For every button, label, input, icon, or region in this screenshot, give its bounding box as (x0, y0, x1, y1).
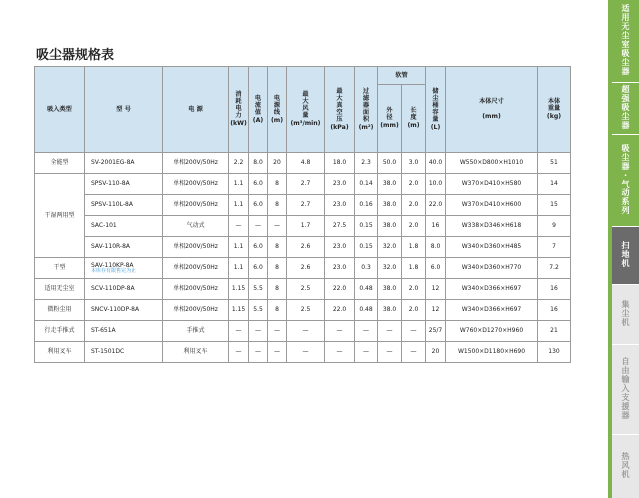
cell-type: 微粉尘用 (35, 300, 85, 321)
cell-a: — (249, 216, 268, 237)
table-row (35, 237, 571, 258)
cell-cap: 10.0 (426, 174, 446, 195)
cell-dim: W370×D410×H600 (446, 195, 538, 216)
table-header (35, 67, 571, 153)
header-model: 型 号 (85, 67, 163, 153)
cell-kg: 7 (538, 237, 571, 258)
cell-len: 2.0 (402, 300, 426, 321)
cell-len: — (402, 342, 426, 363)
cell-kpa: 27.5 (325, 216, 355, 237)
cell-len: 1.8 (402, 258, 426, 279)
cell-m2: 0.3 (355, 258, 378, 279)
cell-kg: 21 (538, 321, 571, 342)
cell-dia: — (378, 321, 402, 342)
header-filter: 过滤器面积 (m²) (355, 67, 378, 153)
table-row (35, 279, 571, 300)
page-title: 吸尘器规格表 (36, 48, 115, 63)
header-vacuum: 最大真空压 (kPa) (325, 67, 355, 153)
cell-m: 8 (268, 258, 287, 279)
cell-m2: 0.16 (355, 195, 378, 216)
category-sidebar (612, 0, 639, 498)
cell-cap: 8.0 (426, 237, 446, 258)
cell-type: 干湿两用型 (35, 174, 85, 258)
cell-kpa: 22.0 (325, 300, 355, 321)
cell-model: SAC-101 (85, 216, 163, 237)
table-row (35, 300, 571, 321)
cell-power: 单相200V/50Hz (163, 279, 229, 300)
cell-m2: 0.14 (355, 174, 378, 195)
cell-dim: W340×D360×H485 (446, 237, 538, 258)
cell-m: — (268, 321, 287, 342)
header-capacity: 储尘桶容量 (L) (426, 67, 446, 153)
cell-m2: 2.3 (355, 153, 378, 174)
cell-len: 2.0 (402, 195, 426, 216)
cell-power: 单相200V/50Hz (163, 258, 229, 279)
cell-type: 适用无尘室 (35, 279, 85, 300)
tab-super-vacuum[interactable]: 超强吸尘器 (612, 82, 639, 134)
cell-m: 8 (268, 279, 287, 300)
cell-type: 全能型 (35, 153, 85, 174)
cell-a: — (249, 342, 268, 363)
cell-flow: 2.5 (287, 279, 325, 300)
cell-cap: 16 (426, 216, 446, 237)
tab-sweeper[interactable]: 扫地机 (612, 226, 639, 284)
cell-m2: 0.48 (355, 300, 378, 321)
cell-cap: 22.0 (426, 195, 446, 216)
cell-dia: 38.0 (378, 279, 402, 300)
cell-dim: W550×D800×H1010 (446, 153, 538, 174)
cell-flow: 2.7 (287, 174, 325, 195)
cell-type: 行走手推式 (35, 321, 85, 342)
table-body (35, 153, 571, 363)
cell-kw: 1.1 (229, 174, 249, 195)
cell-dia: 50.0 (378, 153, 402, 174)
cell-kw: 1.15 (229, 279, 249, 300)
cell-type: 干型 (35, 258, 85, 279)
cell-m2: — (355, 342, 378, 363)
cell-kw: 1.15 (229, 300, 249, 321)
cell-m2: 0.15 (355, 237, 378, 258)
table-row (35, 153, 571, 174)
cell-len: 2.0 (402, 216, 426, 237)
cell-flow: 2.6 (287, 258, 325, 279)
header-dimensions: 本体尺寸 (mm) (446, 67, 538, 153)
cell-power: 单相200V/50Hz (163, 153, 229, 174)
header-hose-length: 长度 (m) (402, 85, 426, 153)
cell-flow: 4.8 (287, 153, 325, 174)
cell-model: ST-1501DC (85, 342, 163, 363)
cell-model: SAV-110R-8A (85, 237, 163, 258)
cell-model: SAV-110KP-8A 本库存有限售完为止 (85, 258, 163, 279)
cell-kg: 9 (538, 216, 571, 237)
cell-m: — (268, 342, 287, 363)
table-row (35, 258, 571, 279)
cell-len: 2.0 (402, 174, 426, 195)
cell-power: 气动式 (163, 216, 229, 237)
cell-dim: W760×D1270×H960 (446, 321, 538, 342)
cell-flow: 2.6 (287, 237, 325, 258)
cell-dia: 38.0 (378, 174, 402, 195)
cell-model: SPSV-110L-8A (85, 195, 163, 216)
header-current: 电流值 (A) (249, 67, 268, 153)
header-weight: 本体重量 (kg) (538, 67, 571, 153)
cell-m: 8 (268, 174, 287, 195)
cell-kpa: 23.0 (325, 195, 355, 216)
cell-dia: 38.0 (378, 216, 402, 237)
header-consumption: 消耗电力 (kW) (229, 67, 249, 153)
cell-a: 5.5 (249, 300, 268, 321)
table-row (35, 321, 571, 342)
cell-cap: 6.0 (426, 258, 446, 279)
cell-len: 1.8 (402, 237, 426, 258)
table-row (35, 174, 571, 195)
cell-len: 3.0 (402, 153, 426, 174)
table-row (35, 342, 571, 363)
cell-dia: 32.0 (378, 237, 402, 258)
cell-kw: 1.1 (229, 237, 249, 258)
header-hose-diameter: 外径 (mm) (378, 85, 402, 153)
stock-note: 本库存有限售完为止 (91, 268, 137, 274)
cell-m: 8 (268, 195, 287, 216)
table-row (35, 216, 571, 237)
cell-kw: — (229, 216, 249, 237)
header-cord: 电源线 (m) (268, 67, 287, 153)
cell-a: 6.0 (249, 195, 268, 216)
cell-kpa: 22.0 (325, 279, 355, 300)
cell-kw: 1.1 (229, 195, 249, 216)
cell-dim: W340×D360×H770 (446, 258, 538, 279)
cell-power: 手推式 (163, 321, 229, 342)
cell-dia: 38.0 (378, 300, 402, 321)
cell-kg: 130 (538, 342, 571, 363)
cell-kpa: 18.0 (325, 153, 355, 174)
cell-kg: 16 (538, 279, 571, 300)
cell-cap: 40.0 (426, 153, 446, 174)
cell-dim: W340×D366×H697 (446, 279, 538, 300)
header-power: 电 源 (163, 67, 229, 153)
header-type: 吸入类型 (35, 67, 85, 153)
cell-kw: — (229, 321, 249, 342)
cell-model: SV-2001EG-8A (85, 153, 163, 174)
cell-kpa: 23.0 (325, 237, 355, 258)
cell-cap: 20 (426, 342, 446, 363)
cell-kpa: — (325, 321, 355, 342)
cell-m: 8 (268, 237, 287, 258)
cell-dia: 32.0 (378, 258, 402, 279)
tab-dust-collector[interactable]: 集尘机 (612, 284, 639, 344)
cell-a: 6.0 (249, 258, 268, 279)
cell-flow: — (287, 321, 325, 342)
cell-model: ST-651A (85, 321, 163, 342)
cell-a: 5.5 (249, 279, 268, 300)
cell-kg: 51 (538, 153, 571, 174)
cell-power: 单相200V/50Hz (163, 195, 229, 216)
cell-m2: 0.15 (355, 216, 378, 237)
cell-m2: 0.48 (355, 279, 378, 300)
spec-table (34, 66, 571, 363)
cell-power: 单相200V/50Hz (163, 237, 229, 258)
cell-a: 6.0 (249, 174, 268, 195)
cell-cap: 12 (426, 300, 446, 321)
cell-power: 利用叉车 (163, 342, 229, 363)
cell-model: SNCV-110DP-8A (85, 300, 163, 321)
cell-flow: 2.5 (287, 300, 325, 321)
cell-dim: W338×D346×H618 (446, 216, 538, 237)
cell-dim: W1500×D1180×H690 (446, 342, 538, 363)
cell-flow: 1.7 (287, 216, 325, 237)
cell-a: — (249, 321, 268, 342)
tab-free-input-support[interactable]: 自由输入支援器 (612, 344, 639, 434)
cell-len: 2.0 (402, 279, 426, 300)
cell-model: SPSV-110-8A (85, 174, 163, 195)
cell-a: 6.0 (249, 237, 268, 258)
cell-kw: — (229, 342, 249, 363)
cell-flow: 2.7 (287, 195, 325, 216)
cell-power: 单相200V/50Hz (163, 174, 229, 195)
cell-kg: 7.2 (538, 258, 571, 279)
header-airflow: 最大风量 (m³/min) (287, 67, 325, 153)
cell-dia: 38.0 (378, 195, 402, 216)
cell-kg: 15 (538, 195, 571, 216)
cell-m2: — (355, 321, 378, 342)
cell-kpa: — (325, 342, 355, 363)
cell-flow: — (287, 342, 325, 363)
cell-type: 利用叉车 (35, 342, 85, 363)
table-row (35, 195, 571, 216)
cell-a: 8.0 (249, 153, 268, 174)
cell-cap: 25/7 (426, 321, 446, 342)
cell-model: SCV-110DP-8A (85, 279, 163, 300)
cell-m: — (268, 216, 287, 237)
cell-kpa: 23.0 (325, 258, 355, 279)
cell-dim: W340×D366×H697 (446, 300, 538, 321)
cell-power: 单相200V/50Hz (163, 300, 229, 321)
tab-cleanroom-vacuum[interactable]: 适用无尘室吸尘器 (612, 0, 639, 82)
cell-m: 20 (268, 153, 287, 174)
cell-dia: — (378, 342, 402, 363)
cell-len: — (402, 321, 426, 342)
cell-kg: 14 (538, 174, 571, 195)
cell-kw: 2.2 (229, 153, 249, 174)
cell-kg: 16 (538, 300, 571, 321)
cell-kpa: 23.0 (325, 174, 355, 195)
tab-heat-gun[interactable]: 热风机 (612, 434, 639, 498)
cell-kw: 1.1 (229, 258, 249, 279)
cell-m: 8 (268, 300, 287, 321)
cell-dim: W370×D410×H580 (446, 174, 538, 195)
cell-cap: 12 (426, 279, 446, 300)
header-hose: 软管 (378, 67, 426, 85)
tab-pneumatic-series[interactable]: 吸尘器·气动系列 (612, 134, 639, 226)
